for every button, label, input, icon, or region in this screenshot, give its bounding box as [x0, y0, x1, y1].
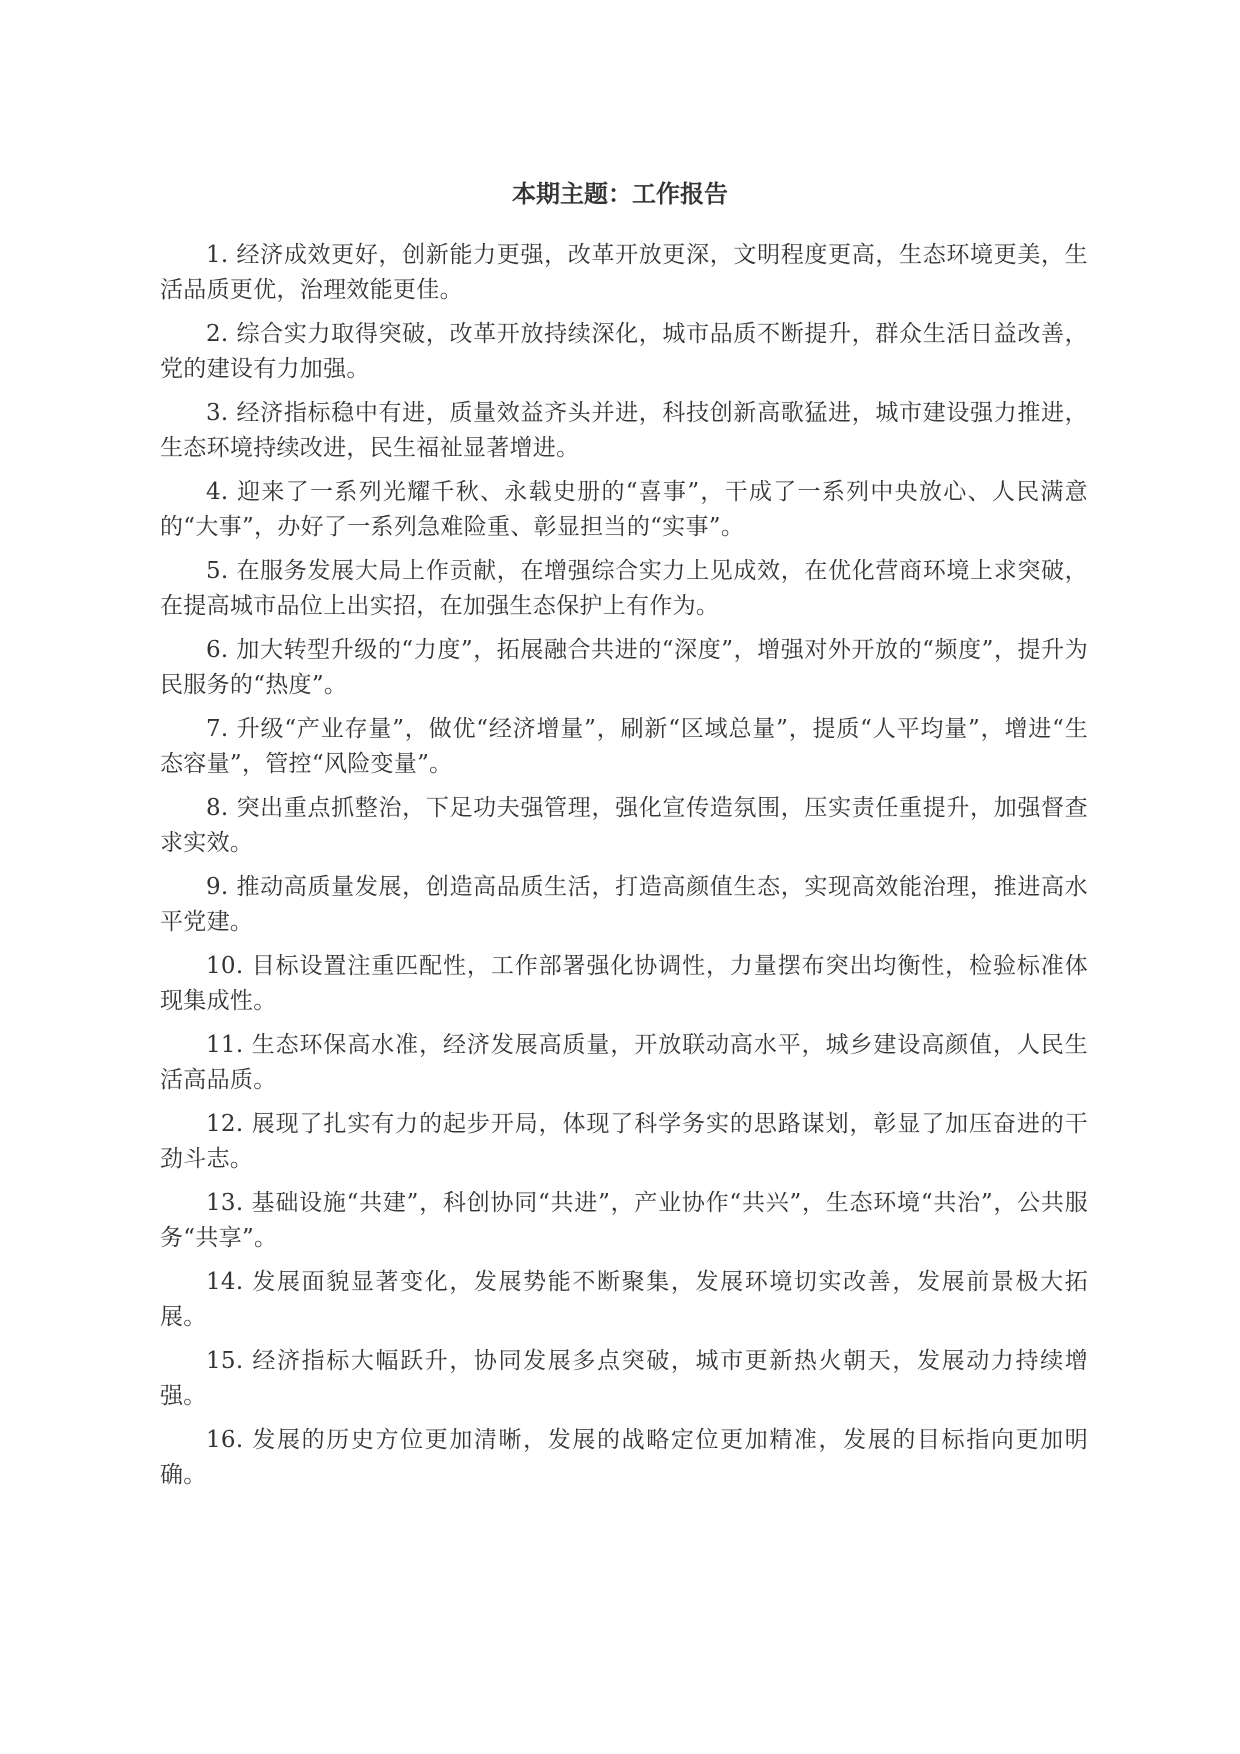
list-item: 15. 经济指标大幅跃升，协同发展多点突破，城市更新热火朝天，发展动力持续增强。 [160, 1348, 1088, 1409]
list-item: 16. 发展的历史方位更加清晰，发展的战略定位更加精准，发展的目标指向更加明确。 [160, 1427, 1088, 1488]
list-item: 5. 在服务发展大局上作贡献，在增强综合实力上见成效，在优化营商环境上求突破，在提高城市品位上出实招，在加强生态保护上有作为。 [160, 558, 1088, 619]
list-item: 13. 基础设施“共建”，科创协同“共进”，产业协作“共兴”，生态环境“共治”，公共服务“共享”。 [160, 1190, 1088, 1251]
list-item: 8. 突出重点抓整治，下足功夫强管理，强化宣传造氛围，压实责任重提升，加强督查求实效。 [160, 795, 1088, 856]
document-title: 本期主题：工作报告 [512, 180, 728, 208]
list-item: 1. 经济成效更好，创新能力更强，改革开放更深，文明程度更高，生态环境更美，生活品质更优，治理效能更佳。 [160, 242, 1088, 303]
list-item: 12. 展现了扎实有力的起步开局，体现了科学务实的思路谋划，彰显了加压奋进的干劲斗志。 [160, 1111, 1088, 1172]
list-item: 9. 推动高质量发展，创造高品质生活，打造高颜值生态，实现高效能治理，推进高水平党建。 [160, 874, 1088, 935]
list-item: 10. 目标设置注重匹配性，工作部署强化协调性，力量摆布突出均衡性，检验标准体现集成性。 [160, 953, 1088, 1014]
list-item: 6. 加大转型升级的“力度”，拓展融合共进的“深度”，增强对外开放的“频度”，提升为民服务的“热度”。 [160, 637, 1088, 698]
list-item: 14. 发展面貌显著变化，发展势能不断聚集，发展环境切实改善，发展前景极大拓展。 [160, 1269, 1088, 1330]
list-item: 7. 升级“产业存量”，做优“经济增量”，刷新“区域总量”，提质“人平均量”，增进“生态容量”，管控“风险变量”。 [160, 716, 1088, 777]
list-item: 2. 综合实力取得突破，改革开放持续深化，城市品质不断提升，群众生活日益改善，党的建设有力加强。 [160, 321, 1088, 382]
list-item: 4. 迎来了一系列光耀千秋、永载史册的“喜事”，干成了一系列中央放心、人民满意的“大事”，办好了一系列急难险重、彰显担当的“实事”。 [160, 479, 1088, 540]
list-item: 3. 经济指标稳中有进，质量效益齐头并进，科技创新高歌猛进，城市建设强力推进，生态环境持续改进，民生福祉显著增进。 [160, 400, 1088, 461]
list-item: 11. 生态环保高水准，经济发展高质量，开放联动高水平，城乡建设高颜值，人民生活高品质。 [160, 1032, 1088, 1093]
item-list [160, 238, 1088, 1502]
